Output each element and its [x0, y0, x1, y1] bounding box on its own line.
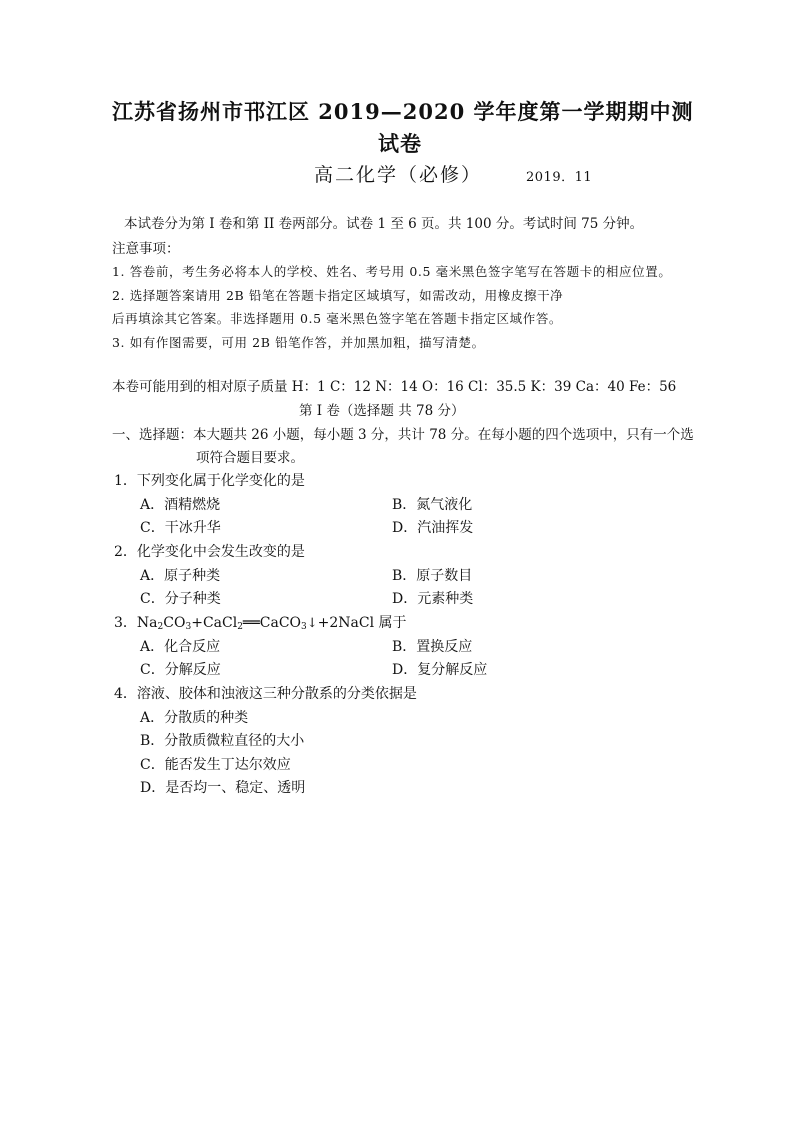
question-3-option-c[interactable]: C．分解反应	[140, 662, 221, 678]
section1-instructions-cont: 项符合题目要求。	[196, 450, 304, 466]
formula-text: +2NaCl 属于	[317, 615, 407, 631]
question-4-option-b[interactable]: B．分散质微粒直径的大小	[140, 733, 305, 749]
question-3-option-a[interactable]: A．化合反应	[140, 639, 221, 655]
atomic-masses: 本卷可能用到的相对原子质量 H：1 C：12 N：14 O：16 Cl：35.5 K：39 Ca：40 Fe：56	[112, 379, 677, 395]
question-1-option-c[interactable]: C．干冰升华	[140, 520, 221, 536]
exam-intro: 本试卷分为第 I 卷和第 II 卷两部分。试卷 1 至 6 页。共 100 分。考试时间 75 分钟。	[124, 216, 644, 232]
question-3-option-d[interactable]: D．复分解反应	[392, 662, 488, 678]
question-2-option-c[interactable]: C．分子种类	[140, 591, 221, 607]
formula-subscript: 2	[237, 622, 243, 632]
question-3-number: 3．	[114, 615, 137, 631]
section1-instructions: 一、选择题：本大题共 26 小题，每小题 3 分，共计 78 分。在每小题的四个选项中，只有一个选	[112, 427, 694, 443]
formula-text: Na	[136, 615, 158, 631]
chemical-equation	[137, 615, 407, 631]
formula-text: CO	[163, 615, 186, 631]
formula-subscript: 3	[185, 622, 192, 632]
formula-text: CaCl	[202, 615, 238, 631]
note-item: 1. 答卷前，考生务必将本人的学校、姓名、考号用 0.5 毫米黑色签字笔写在答题卡的相应位置。	[112, 264, 672, 279]
question-1-stem: 1．下列变化属于化学变化的是	[114, 473, 305, 489]
formula-text: +	[191, 615, 203, 631]
question-4-option-a[interactable]: A．分散质的种类	[140, 710, 249, 726]
question-4-option-d[interactable]: D．是否均一、稳定、透明	[140, 780, 306, 796]
question-2-option-b[interactable]: B．原子数目	[392, 568, 473, 584]
question-2-option-d[interactable]: D．元素种类	[392, 591, 474, 607]
question-3-stem	[114, 612, 407, 632]
formula-subscript: 2	[157, 622, 164, 632]
exam-subtitle: 高二化学（必修）	[314, 164, 483, 186]
question-4-option-c[interactable]: C．能否发生丁达尔效应	[140, 757, 291, 773]
equals-sign: ══	[242, 615, 260, 631]
question-4-stem: 4．溶液、胶体和浊液这三种分散系的分类依据是	[114, 686, 417, 702]
notes-heading: 注意事项：	[112, 241, 180, 257]
question-2-option-a[interactable]: A．原子种类	[140, 568, 221, 584]
precipitate-arrow-icon: ↓	[306, 616, 318, 631]
question-1-option-b[interactable]: B．氮气液化	[392, 497, 473, 513]
note-item: 3. 如有作图需要，可用 2B 铅笔作答，并加黑加粗，描写清楚。	[112, 335, 485, 350]
question-1-option-d[interactable]: D．汽油挥发	[392, 520, 474, 536]
exam-title-line2: 试卷	[378, 131, 422, 156]
note-item: 后再填涂其它答案。非选择题用 0.5 毫米黑色签字笔在答题卡指定区域作答。	[112, 311, 563, 326]
exam-title-line1: 江苏省扬州市邗江区 2019—2020 学年度第一学期期中测	[112, 99, 694, 124]
formula-subscript: 3	[301, 622, 307, 632]
exam-date: 2019．11	[526, 170, 593, 185]
question-1-option-a[interactable]: A．酒精燃烧	[140, 497, 221, 513]
question-3-option-b[interactable]: B．置换反应	[392, 639, 473, 655]
question-2-stem: 2．化学变化中会发生改变的是	[114, 544, 305, 560]
part1-heading: 第 I 卷（选择题 共 78 分）	[299, 403, 465, 419]
note-item: 2. 选择题答案请用 2B 铅笔在答题卡指定区域填写，如需改动，用橡皮擦干净	[112, 288, 564, 303]
formula-text: CaCO	[259, 615, 302, 631]
